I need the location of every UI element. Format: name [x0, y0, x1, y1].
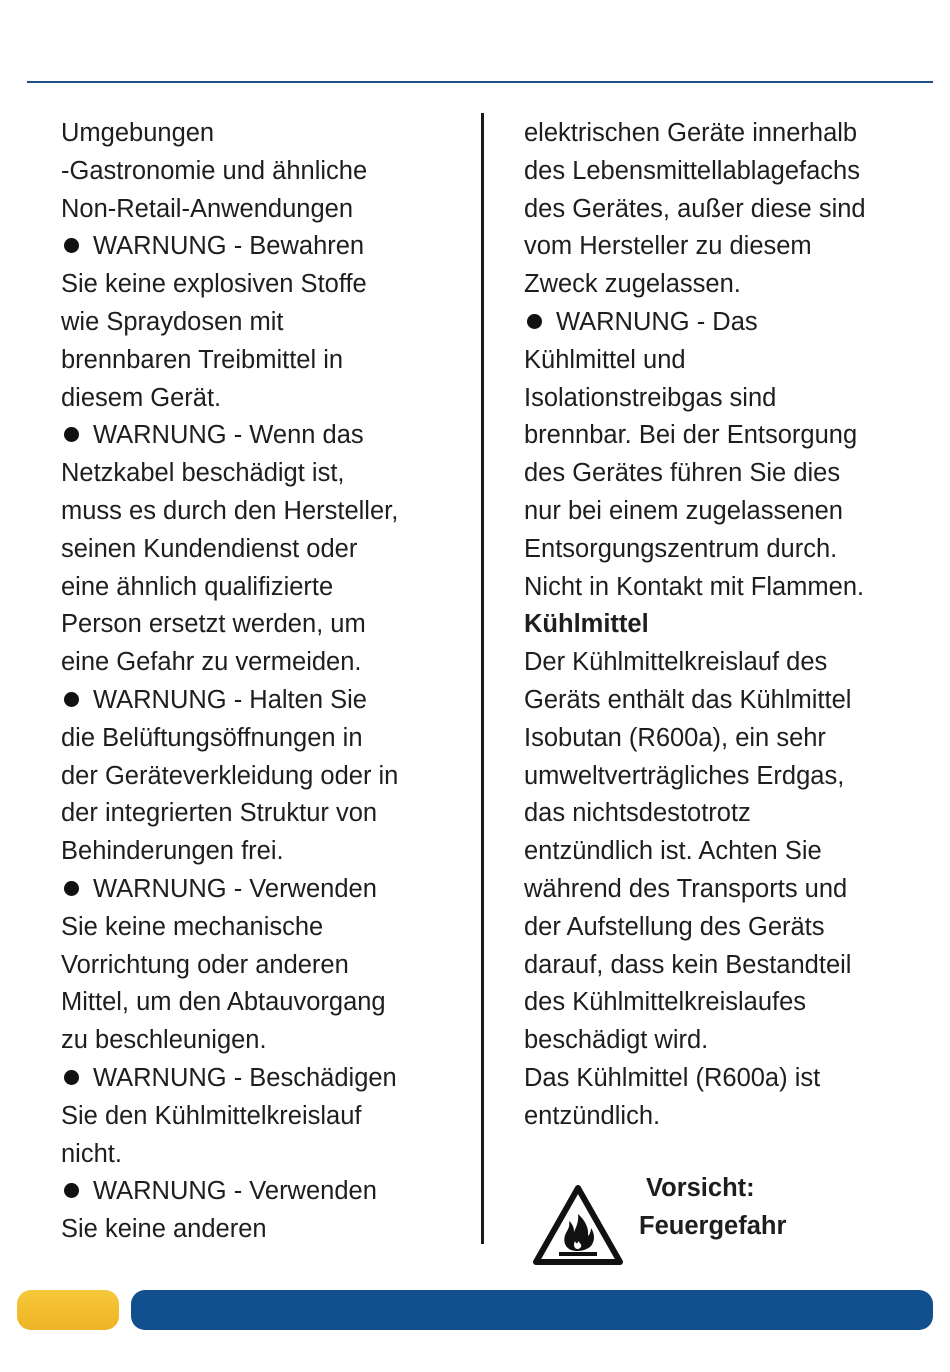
line-text: eine ähnlich qualifizierte — [61, 572, 334, 601]
line-text: Sie den Kühlmittelkreislauf — [61, 1101, 362, 1130]
line-text: Non-Retail-Anwendungen — [61, 194, 354, 223]
flammable-warning-icon — [532, 1183, 624, 1267]
line-text: wie Spraydosen mit — [61, 307, 284, 336]
left-column — [61, 115, 461, 1249]
line-text: muss es durch den Hersteller, — [61, 496, 399, 525]
line-text: zu beschleunigen. — [61, 1026, 267, 1055]
line-text: elektrischen Geräte innerhalb — [524, 119, 858, 147]
right-column — [524, 115, 924, 1136]
text-line — [61, 795, 461, 833]
line-text: eine Gefahr zu vermeiden. — [61, 648, 362, 677]
line-text: der Geräteverkleidung oder in — [61, 761, 399, 790]
line-text: Umgebungen — [61, 119, 215, 147]
line-text: Sie keine anderen — [61, 1215, 267, 1244]
text-line — [61, 984, 461, 1022]
bullet-icon — [64, 427, 79, 442]
line-text: seinen Kundendienst oder — [61, 534, 358, 563]
text-line — [524, 682, 924, 720]
line-text: brennbaren Treibmittel in — [61, 345, 344, 374]
line-text: Entsorgungszentrum durch. — [524, 534, 838, 563]
line-text: -Gastronomie und ähnliche — [61, 156, 368, 185]
line-text: Behinderungen frei. — [61, 837, 284, 866]
warning-line — [524, 304, 924, 342]
line-text: Isolationstreibgas sind — [524, 383, 777, 412]
line-text: das nichtsdestotrotz — [524, 799, 751, 828]
text-line — [524, 455, 924, 493]
text-line — [61, 1136, 461, 1174]
text-line — [61, 909, 461, 947]
text-line — [524, 1022, 924, 1060]
text-line — [524, 493, 924, 531]
text-line — [524, 720, 924, 758]
line-text: Kühlmittel — [524, 610, 649, 639]
line-text: Sie keine mechanische — [61, 912, 324, 941]
section-heading — [524, 606, 924, 644]
text-line — [524, 380, 924, 418]
bullet-icon — [64, 1183, 79, 1198]
warning-line — [61, 682, 461, 720]
line-text: WARNUNG - Wenn das — [93, 421, 364, 450]
text-line — [524, 758, 924, 796]
text-line — [524, 871, 924, 909]
text-line — [61, 266, 461, 304]
text-line — [61, 191, 461, 229]
text-line — [524, 795, 924, 833]
line-text: nicht. — [61, 1139, 122, 1168]
line-text: Das Kühlmittel (R600a) ist — [524, 1063, 821, 1092]
warning-line — [61, 417, 461, 455]
line-text: WARNUNG - Beschädigen — [93, 1063, 397, 1092]
line-text: des Lebensmittellablagefachs — [524, 156, 860, 185]
text-line — [61, 493, 461, 531]
line-text: brennbar. Bei der Entsorgung — [524, 421, 858, 450]
line-text: die Belüftungsöffnungen in — [61, 723, 363, 752]
line-text: Zweck zugelassen. — [524, 270, 741, 299]
line-text: Isobutan (R600a), ein sehr — [524, 723, 826, 752]
warning-line — [61, 1173, 461, 1211]
footer-bar — [131, 1290, 933, 1330]
bullet-icon — [64, 881, 79, 896]
text-line — [61, 720, 461, 758]
line-text: WARNUNG - Bewahren — [93, 232, 365, 261]
line-text: darauf, dass kein Bestandteil — [524, 950, 852, 979]
text-line — [61, 1022, 461, 1060]
text-line — [524, 153, 924, 191]
bullet-icon — [64, 238, 79, 253]
line-text: Geräts enthält das Kühlmittel — [524, 685, 852, 714]
caution-subtitle: Feuergefahr — [639, 1211, 787, 1240]
line-text: Vorrichtung oder anderen — [61, 950, 349, 979]
line-text: WARNUNG - Verwenden — [93, 874, 377, 903]
line-text: Sie keine explosiven Stoffe — [61, 270, 367, 299]
text-line — [61, 1098, 461, 1136]
line-text: diesem Gerät. — [61, 383, 222, 412]
text-line — [61, 304, 461, 342]
line-text: WARNUNG - Verwenden — [93, 1177, 377, 1206]
footer-page-tab — [17, 1290, 119, 1330]
bullet-icon — [527, 314, 542, 329]
text-line — [61, 1211, 461, 1249]
line-text: vom Hersteller zu diesem — [524, 232, 812, 261]
line-text: des Kühlmittelkreislaufes — [524, 988, 807, 1017]
text-line — [61, 531, 461, 569]
text-line — [524, 417, 924, 455]
bullet-icon — [64, 692, 79, 707]
line-text: des Gerätes, außer diese sind — [524, 194, 866, 223]
text-line — [61, 115, 461, 153]
text-line — [524, 947, 924, 985]
column-divider — [481, 113, 484, 1244]
text-line — [524, 644, 924, 682]
line-text: Nicht in Kontakt mit Flammen. — [524, 572, 865, 601]
text-line — [61, 833, 461, 871]
text-line — [61, 644, 461, 682]
warning-line — [61, 228, 461, 266]
text-line — [524, 228, 924, 266]
line-text: des Gerätes führen Sie dies — [524, 459, 841, 488]
line-text: der Aufstellung des Geräts — [524, 912, 825, 941]
line-text: entzündlich ist. Achten Sie — [524, 837, 822, 866]
text-line — [524, 984, 924, 1022]
warning-line — [61, 871, 461, 909]
line-text: Person ersetzt werden, um — [61, 610, 366, 639]
text-line — [524, 1060, 924, 1098]
line-text: beschädigt wird. — [524, 1026, 709, 1055]
text-line — [524, 191, 924, 229]
bullet-icon — [64, 1070, 79, 1085]
caution-box — [532, 1170, 852, 1270]
text-line — [524, 833, 924, 871]
header-rule — [27, 81, 933, 83]
text-line — [61, 342, 461, 380]
text-line — [61, 380, 461, 418]
text-line — [524, 266, 924, 304]
line-text: entzündlich. — [524, 1101, 661, 1130]
text-line — [61, 606, 461, 644]
text-line — [61, 569, 461, 607]
line-text: Netzkabel beschädigt ist, — [61, 459, 345, 488]
text-line — [524, 569, 924, 607]
line-text: während des Transports und — [524, 874, 848, 903]
line-text: nur bei einem zugelassenen — [524, 496, 843, 525]
text-line — [524, 342, 924, 380]
text-line — [524, 531, 924, 569]
text-line — [61, 947, 461, 985]
line-text: WARNUNG - Halten Sie — [93, 685, 367, 714]
line-text: Mittel, um den Abtauvorgang — [61, 988, 386, 1017]
text-line — [524, 909, 924, 947]
text-line — [61, 758, 461, 796]
caution-title: Vorsicht: — [646, 1174, 755, 1202]
line-text: der integrierten Struktur von — [61, 799, 378, 828]
warning-line — [61, 1060, 461, 1098]
text-line — [524, 115, 924, 153]
line-text: Der Kühlmittelkreislauf des — [524, 648, 828, 677]
text-line — [61, 455, 461, 493]
line-text: WARNUNG - Das — [556, 307, 758, 336]
line-text: umweltverträgliches Erdgas, — [524, 761, 845, 790]
caution-text — [639, 1170, 786, 1246]
text-line — [524, 1098, 924, 1136]
line-text: Kühlmittel und — [524, 345, 686, 374]
text-line — [61, 153, 461, 191]
